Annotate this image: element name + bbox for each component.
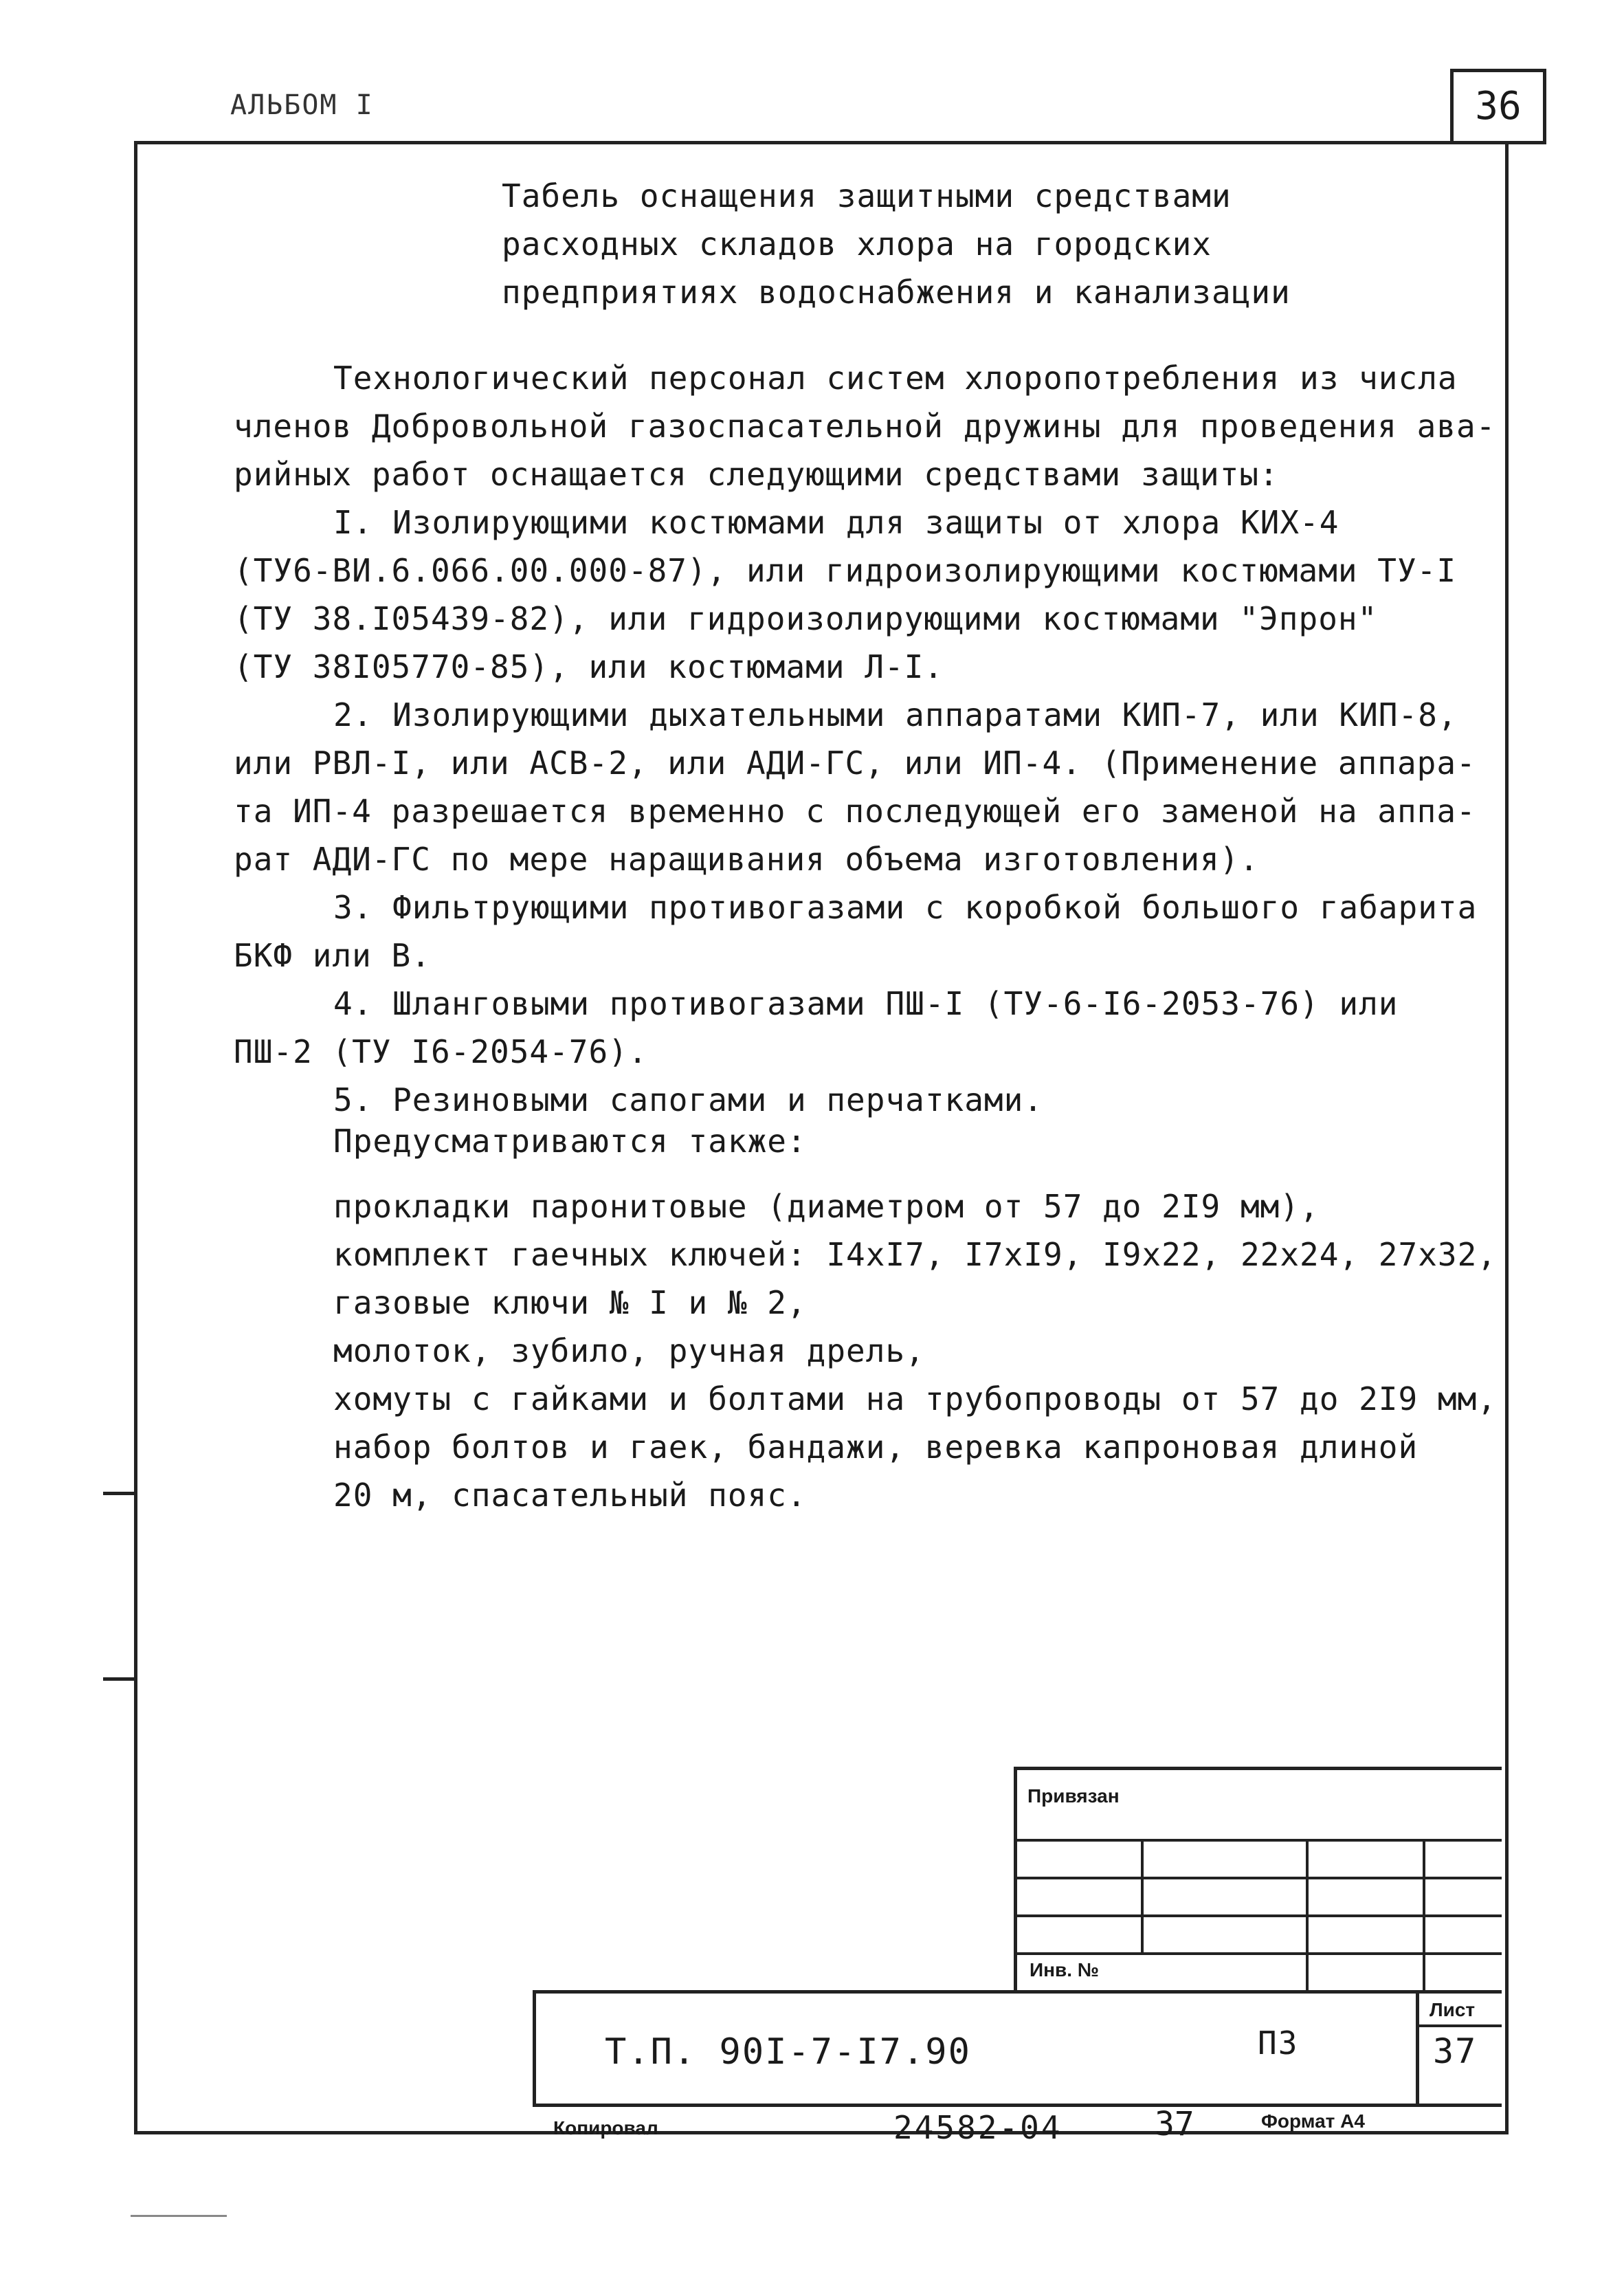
list-item: 5. Резиновыми сапогами и перчатками. — [333, 1081, 1043, 1118]
text-line: членов Добровольной газоспасательной дружины для проведения ава- — [234, 408, 1496, 445]
list-item: (ТУ6-ВИ.6.066.00.000-87), или гидроизолирующими костюмами ТУ-I — [234, 552, 1457, 589]
also-heading: Предусматриваются также: — [333, 1123, 807, 1160]
intro-paragraph — [234, 354, 1495, 498]
list-item: 3. Фильтрующими противогазами с коробкой большого габарита — [333, 889, 1478, 926]
sheet-label: Лист — [1430, 1999, 1476, 2020]
stamp-rule — [1017, 1914, 1502, 1917]
sheet-cell-divider — [1416, 1994, 1419, 2104]
edge-mark-lower — [103, 1677, 134, 1681]
album-label: АЛЬБОМ I — [230, 89, 374, 121]
inv-label: Инв. № — [1030, 1959, 1100, 1980]
sheet-number-top: 36 — [1450, 69, 1546, 144]
document-type: ПЗ — [1258, 2024, 1299, 2062]
title-line: предприятиях водоснабжения и канализации — [502, 274, 1291, 311]
also-list — [333, 1182, 1497, 1519]
list-item: 2. Изолирующими дыхательными аппаратами КИП-7, или КИП-8, — [333, 696, 1458, 733]
equipment-list — [234, 498, 1477, 1124]
edge-mark-upper — [103, 1492, 134, 1495]
list-item: газовые ключи № I и № 2, — [333, 1284, 807, 1321]
page-number: 37 — [1155, 2105, 1194, 2143]
stamp-rule — [1141, 1839, 1144, 1952]
list-item: рат АДИ-ГС по мере наращивания объема изготовления). — [234, 841, 1260, 878]
title-line: Табель оснащения защитными средствами — [502, 177, 1232, 214]
list-item: молоток, зубило, ручная дрель, — [333, 1332, 925, 1369]
sheet-cell-rule — [1416, 2024, 1502, 2027]
title-line: расходных складов хлора на городских — [502, 225, 1212, 263]
list-item: I. Изолирующими костюмами для защиты от хлора КИХ-4 — [333, 504, 1339, 541]
stamp-rule — [1017, 1839, 1502, 1842]
document-code: Т.П. 90I-7-I7.90 — [605, 2031, 971, 2073]
stamp-rule — [1423, 1839, 1425, 1994]
copied-label: Копировал — [553, 2117, 658, 2139]
list-item: 4. Шланговыми противогазами ПШ-I (ТУ-6-I6-2053-76) или — [333, 985, 1399, 1022]
text-line: рийных работ оснащается следующими средствами защиты: — [234, 456, 1279, 493]
list-item: или РВЛ-I, или АСВ-2, или АДИ-ГС, или ИП-4. (Применение аппара- — [234, 744, 1476, 782]
stamp-rule — [1017, 1952, 1502, 1955]
list-item: хомуты с гайками и болтами на трубопроводы от 57 до 2I9 мм, — [333, 1380, 1497, 1417]
linked-label: Привязан — [1027, 1785, 1120, 1807]
linkage-stamp — [1014, 1767, 1502, 1994]
list-item: прокладки паронитовые (диаметром от 57 до 2I9 мм), — [333, 1188, 1320, 1225]
list-item: БКФ или В. — [234, 937, 431, 974]
list-item: ПШ-2 (ТУ I6-2054-76). — [234, 1033, 648, 1070]
sheet-number: 37 — [1433, 2031, 1478, 2071]
title-block — [533, 1990, 1502, 2107]
list-item: та ИП-4 разрешается временно с последующей его заменой на аппа- — [234, 793, 1476, 830]
list-item: (ТУ 38.I05439-82), или гидроизолирующими костюмами "Эпрон" — [234, 600, 1378, 637]
document-title — [502, 172, 1291, 316]
list-item: 20 м, спасательный пояс. — [333, 1477, 807, 1514]
order-number: 24582-04 — [893, 2109, 1063, 2146]
list-item: (ТУ 38I05770-85), или костюмами Л-I. — [234, 648, 944, 685]
text-line: Технологический персонал систем хлоропотребления из числа — [333, 360, 1458, 397]
stamp-rule — [1017, 1877, 1502, 1879]
format-label: Формат А4 — [1261, 2110, 1365, 2132]
list-item: комплект гаечных ключей: I4xI7, I7xI9, I9x22, 22x24, 27x32, — [333, 1236, 1497, 1273]
stamp-rule — [1306, 1839, 1309, 1994]
scan-mark — [131, 2215, 227, 2217]
list-item: набор болтов и гаек, бандажи, веревка капроновая длиной — [333, 1428, 1419, 1466]
